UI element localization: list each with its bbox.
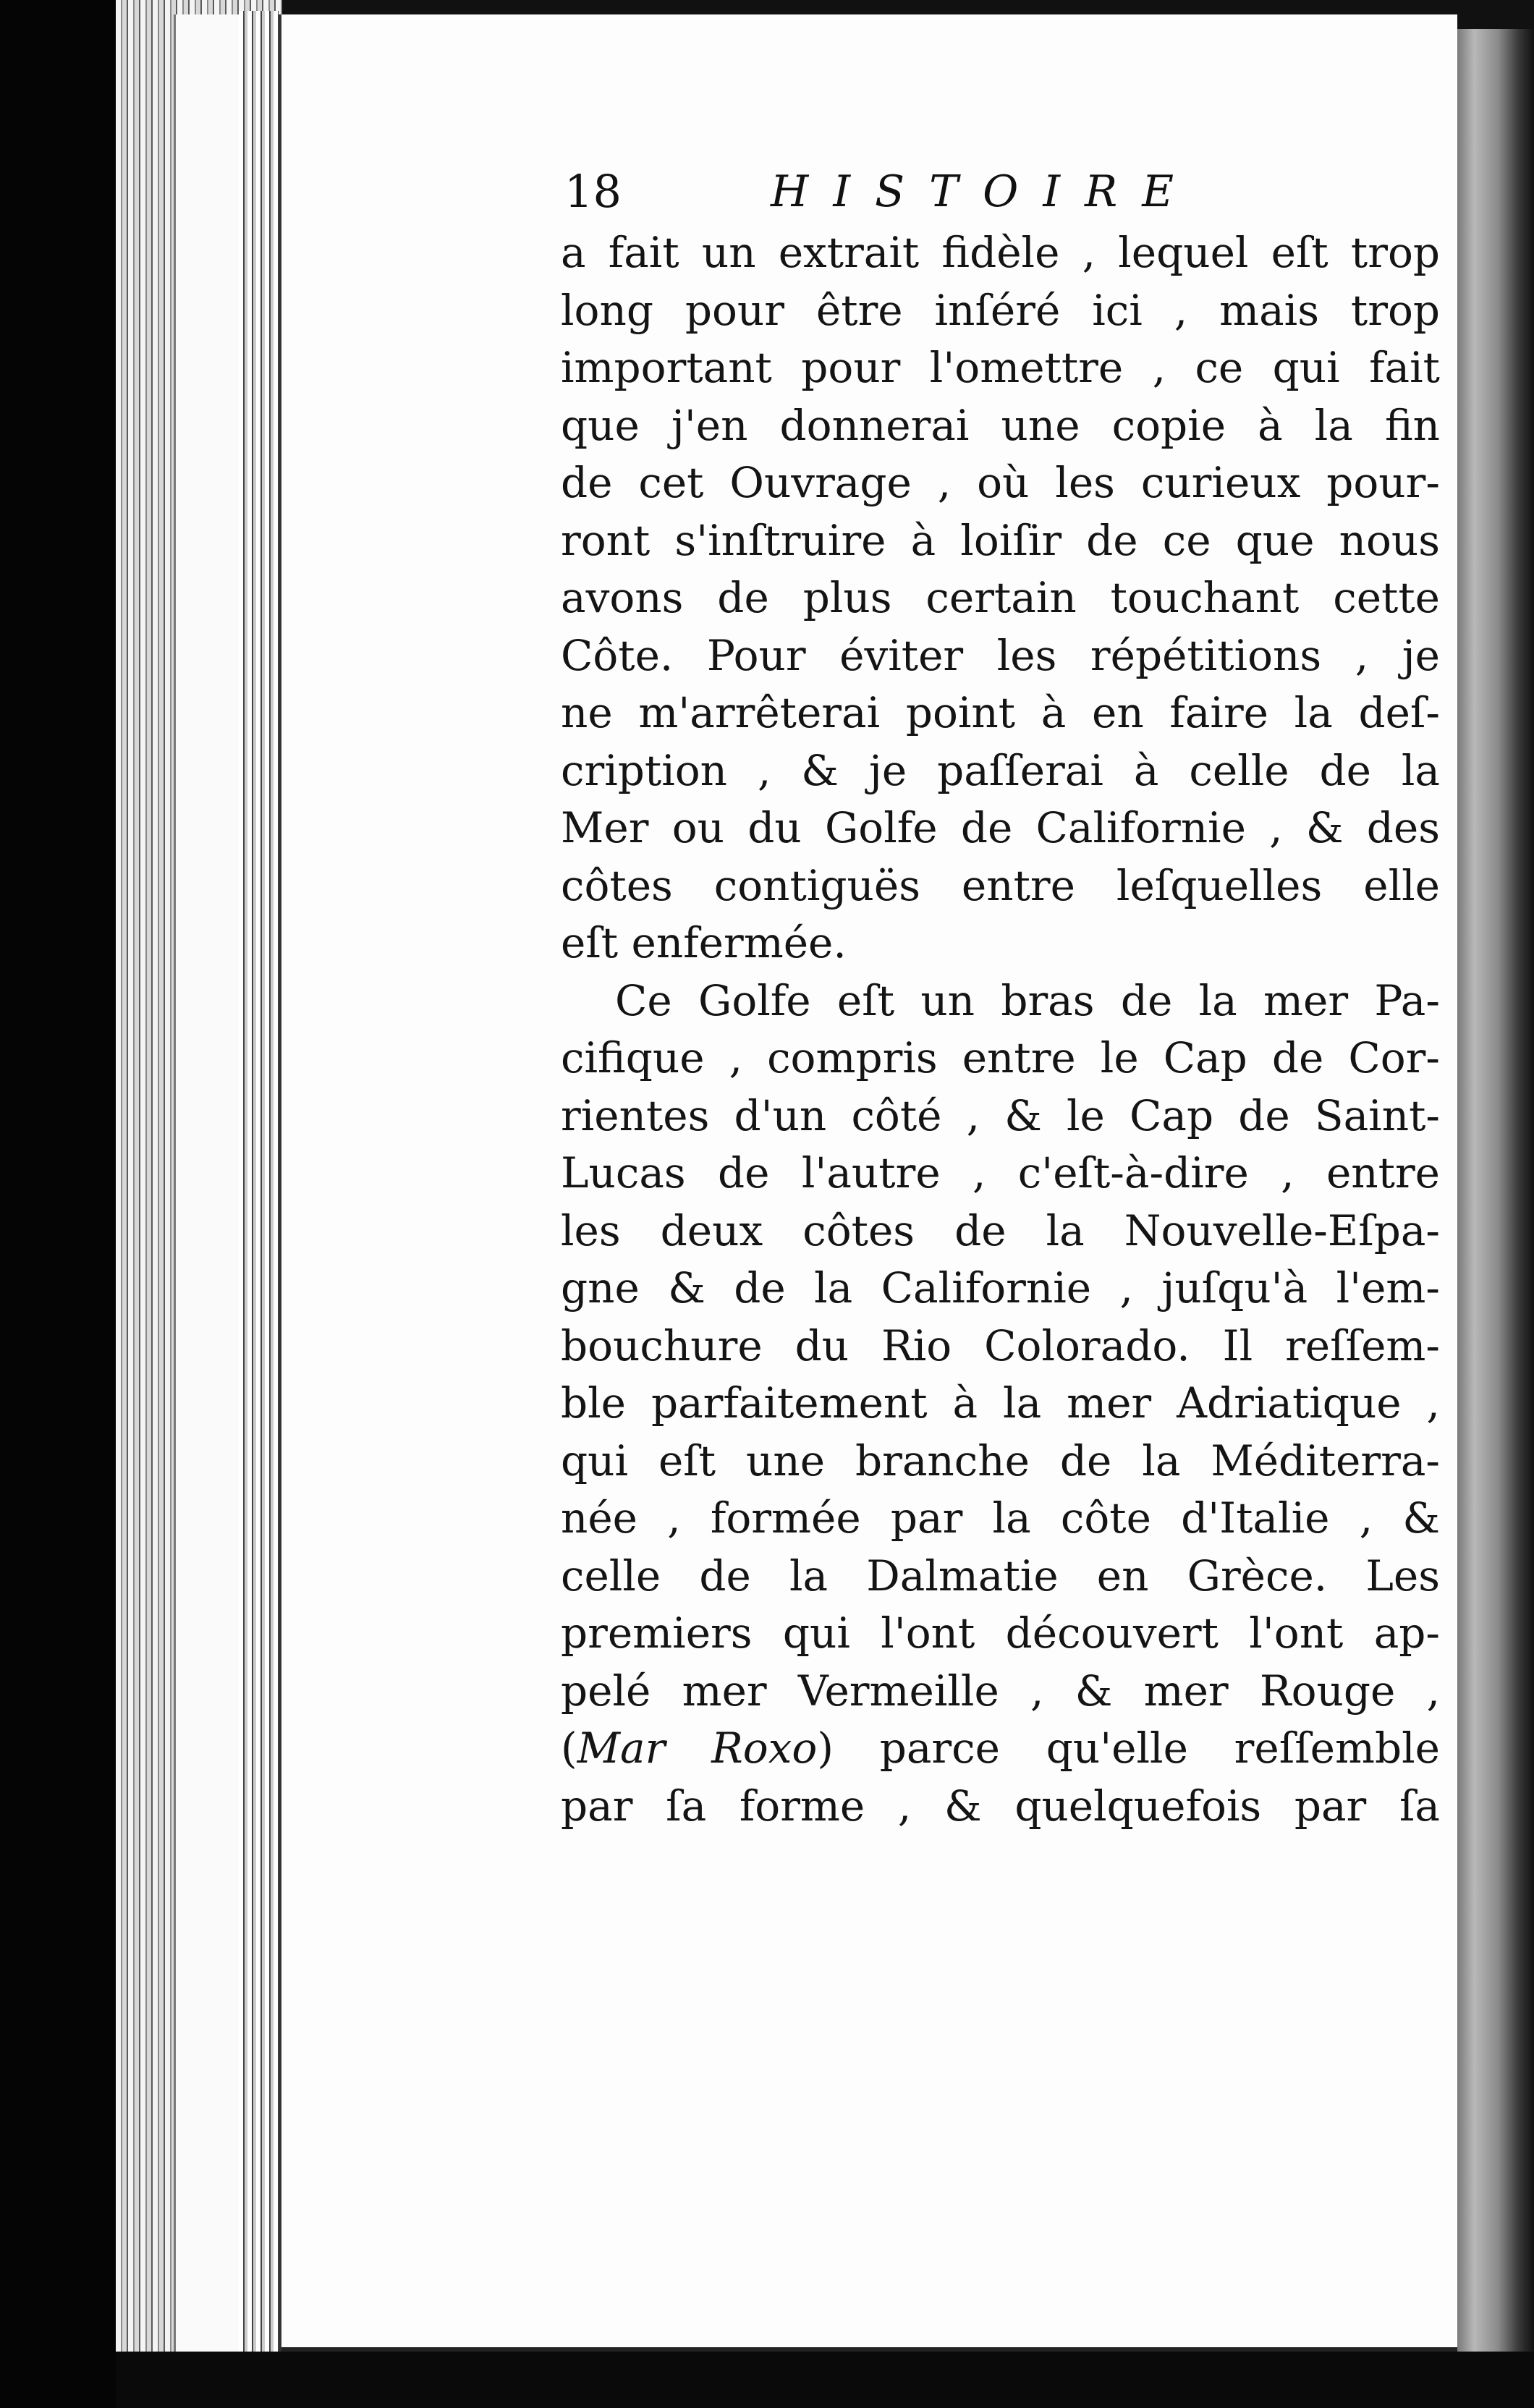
text-line: ront s'inſtruire à loiſir de ce que nous (561, 515, 1440, 565)
text-line: Mer ou du Golfe de Californie , & des (561, 803, 1440, 852)
book-page-edge-highlight (174, 14, 243, 2352)
text-line: née , formée par la côte d'Italie , & (561, 1493, 1440, 1543)
text-line: pelé mer Vermeille , & mer Rouge , (561, 1666, 1440, 1716)
text-line-with-italic (561, 1720, 1440, 1778)
text-line: Côte. Pour éviter les répétitions , je (561, 630, 1440, 680)
text-line: bouchure du Rio Colorado. Il reſſem- (561, 1320, 1440, 1370)
running-head: HISTOIRE (771, 166, 1199, 217)
book-gutter-shadow (1454, 29, 1534, 2359)
text-line: long pour être inſéré ici , mais trop (561, 285, 1440, 335)
text-line: celle de la Dalmatie en Grèce. Les (561, 1551, 1440, 1601)
text-line: côtes contiguës entre leſquelles elle (561, 860, 1440, 910)
text-line: cription , & je paſſerai à celle de la (561, 745, 1440, 795)
text-line: premiers qui l'ont découvert l'ont ap- (561, 1608, 1440, 1658)
book-page-edges-inner (239, 11, 279, 2355)
paren-open: ( (561, 1724, 577, 1773)
text-line: cifique , compris entre le Cap de Cor- (561, 1033, 1440, 1082)
text-line: les deux côtes de la Nouvelle-Eſpa- (561, 1205, 1440, 1255)
text-line: qui eſt une branche de la Méditerra- (561, 1436, 1440, 1485)
text-line: ble parfaitement à la mer Adriatique , (561, 1378, 1440, 1428)
text-line: ne m'arrêterai point à en faire la deſ- (561, 688, 1440, 737)
scan-background-bottom (116, 2352, 1534, 2408)
page-header (564, 159, 1447, 224)
line-rest: ) parce qu'elle reſſemble (817, 1724, 1440, 1773)
paragraph-start-line: Ce Golfe eſt un bras de la mer Pa- (615, 975, 1440, 1025)
scan-background-left (0, 0, 116, 2408)
text-line: Lucas de l'autre , c'eſt-à-dire , entre (561, 1148, 1440, 1197)
text-line: a fait un extrait fidèle , lequel eſt trop (561, 228, 1440, 277)
text-line: avons de plus certain touchant cette (561, 573, 1440, 622)
text-line: important pour l'omettre , ce qui fait (561, 343, 1440, 392)
page-number: 18 (564, 165, 622, 218)
text-line: de cet Ouvrage , où les curieux pour- (561, 458, 1440, 507)
text-line: rientes d'un côté , & le Cap de Saint- (561, 1090, 1440, 1140)
text-line: par ſa forme , & quelquefois par ſa (561, 1781, 1440, 1831)
text-line: eſt enfermée. (561, 918, 847, 967)
text-line: que j'en donnerai une copie à la fin (561, 400, 1440, 450)
body-text (561, 224, 1440, 1835)
italic-term: Mar Roxo (577, 1724, 818, 1773)
text-line: gne & de la Californie , juſqu'à l'em- (561, 1263, 1440, 1313)
